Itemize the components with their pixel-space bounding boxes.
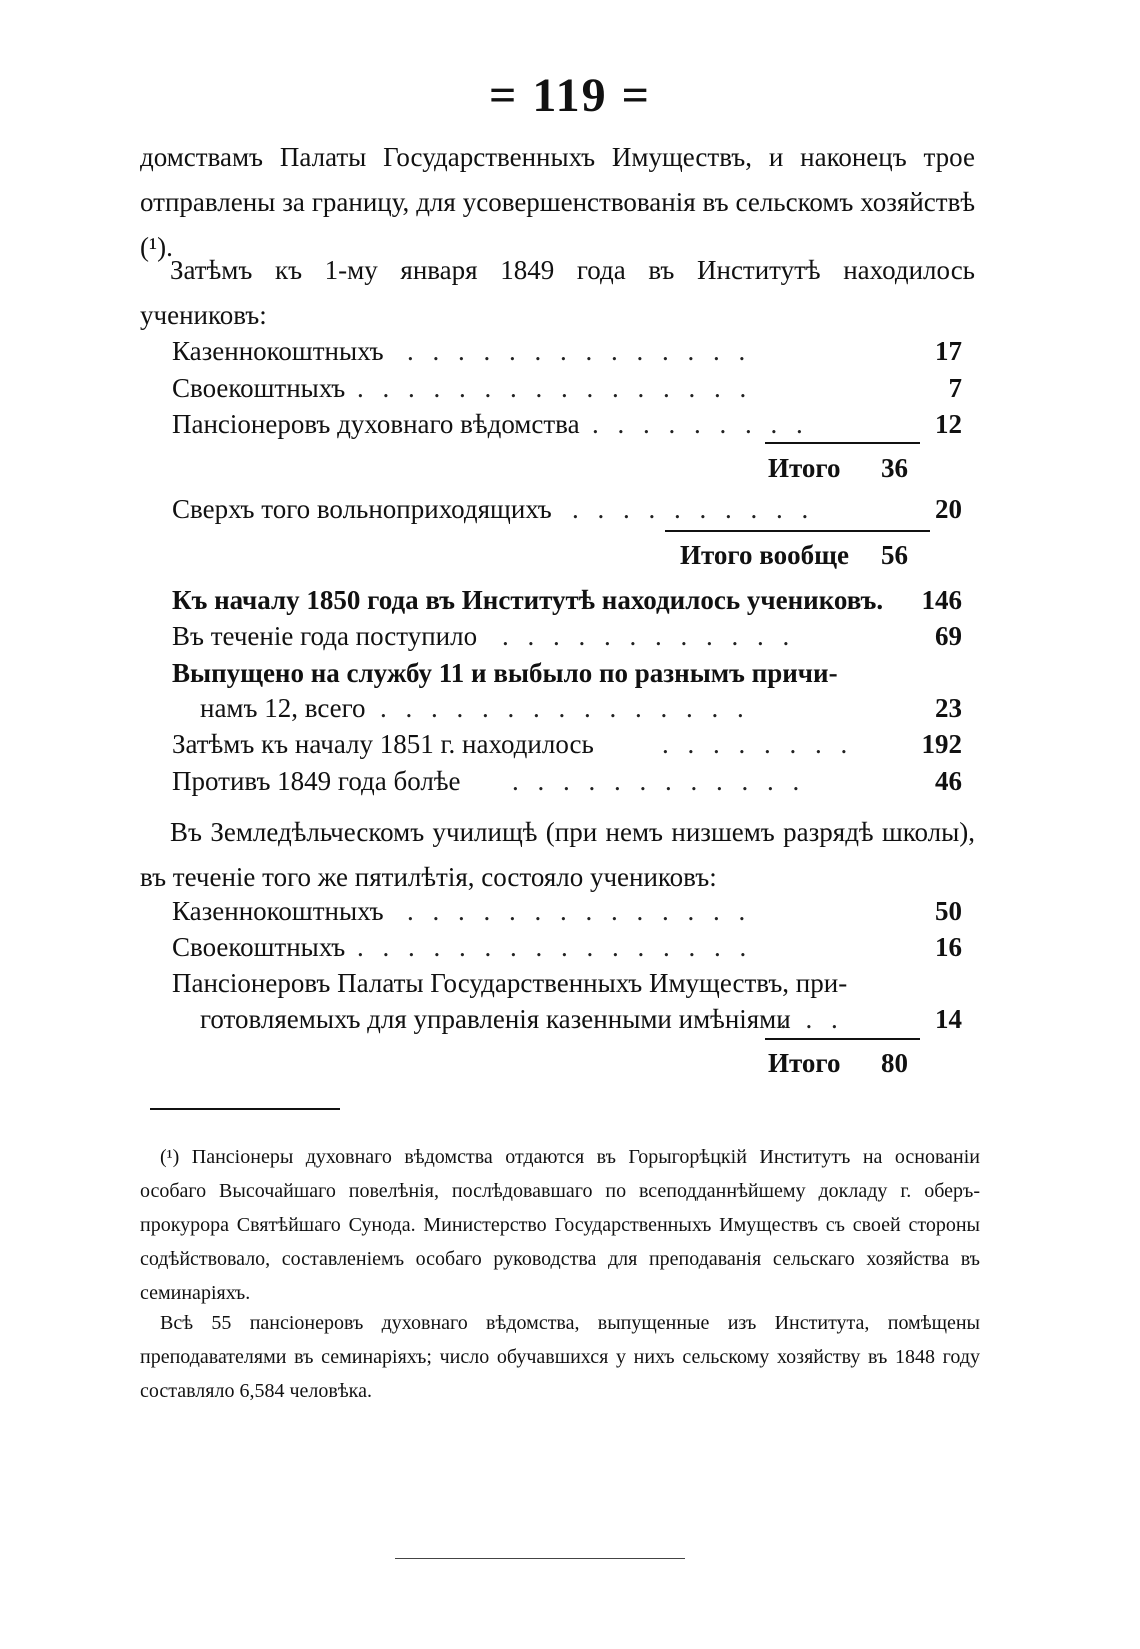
leader-dots: . . . . . . . . bbox=[662, 729, 854, 759]
row-postupilo bbox=[172, 621, 962, 661]
row-vypushcheno bbox=[172, 658, 962, 698]
row-label: готовляемыхъ для управленія казенными имѣніями bbox=[200, 1004, 791, 1034]
leader-dots: . . . . . . . . . . bbox=[572, 494, 815, 524]
heading-zemledelcheskoe: Въ Земледѣльческомъ училищѣ (при немъ низшемъ разрядѣ школы), въ теченіе того же пятилѣтія, состояло учениковъ: bbox=[140, 817, 975, 892]
row-1850-start bbox=[172, 585, 962, 625]
row-value: 17 bbox=[935, 336, 962, 366]
leader-dots: . . . . . . . . . . . . bbox=[502, 621, 796, 651]
sum-rule bbox=[765, 1038, 920, 1040]
row-value: 7 bbox=[948, 373, 962, 403]
row-label: Сверхъ того вольноприходящихъ bbox=[172, 494, 552, 524]
leader-dots: . . . bbox=[780, 1004, 844, 1034]
row-svoekoshtnykh-1849 bbox=[172, 373, 962, 413]
sum-rule bbox=[765, 442, 920, 444]
total-label: Итого bbox=[768, 1048, 841, 1078]
row-label: Пансіонеровъ духовнаго вѣдомства bbox=[172, 409, 580, 439]
row-pansionerov-palaty bbox=[172, 968, 962, 1008]
row-label: Пансіонеровъ Палаты Государственныхъ Имуществъ, при- bbox=[172, 968, 848, 998]
row-value: 20 bbox=[935, 494, 962, 524]
leader-dots: . . . . . . . . . . . . . . bbox=[407, 896, 752, 926]
row-label: Казеннокоштныхъ bbox=[172, 336, 384, 366]
leader-dots: . . . . . . . . . . . . bbox=[512, 766, 806, 796]
row-value: 69 bbox=[935, 621, 962, 651]
row-label: Затѣмъ къ началу 1851 г. находилось bbox=[172, 729, 594, 759]
row-label: намъ 12, всего bbox=[200, 693, 366, 723]
row-svoekoshtnykh-uchilishche bbox=[172, 932, 962, 972]
heading-1849: Затѣмъ къ 1-му января 1849 года въ Институтѣ находилось учениковъ: bbox=[140, 255, 975, 330]
total-value: 80 bbox=[881, 1048, 908, 1078]
row-volnoprikhodyashchikh bbox=[172, 494, 962, 534]
row-kazennokoshtnykh-uchilishche bbox=[172, 896, 962, 936]
row-value: 12 bbox=[935, 409, 962, 439]
row-label: Своекоштныхъ bbox=[172, 932, 346, 962]
row-label: Выпущено на службу 11 и выбыло по разнымъ причи- bbox=[172, 658, 838, 688]
row-label: Противъ 1849 года болѣе bbox=[172, 766, 461, 796]
bottom-rule bbox=[395, 1558, 685, 1559]
leader-dots: . . . . . . . . . bbox=[592, 409, 809, 439]
grand-total-label: Итого вообще bbox=[680, 540, 849, 570]
page-number: = 119 = bbox=[488, 69, 652, 122]
row-value: 146 bbox=[921, 585, 962, 615]
row-value: 16 bbox=[935, 932, 962, 962]
grand-total-value: 56 bbox=[881, 540, 908, 570]
leader-dots: . . . . . . . . . . . . . . . . bbox=[357, 373, 753, 403]
sum-rule bbox=[665, 530, 930, 532]
row-label: Казеннокоштныхъ bbox=[172, 896, 384, 926]
row-label: Къ началу 1850 года въ Институтѣ находилось учениковъ. bbox=[172, 585, 884, 615]
leader-dots: . . . . . . . . . . . . . . . . bbox=[357, 932, 753, 962]
row-protiv-1849 bbox=[172, 766, 962, 806]
row-label: Своекоштныхъ bbox=[172, 373, 346, 403]
row-kazennokoshtnykh-1849 bbox=[172, 336, 962, 376]
leader-dots: . . . . . . . . . . . . . . . bbox=[380, 693, 750, 723]
row-vsego bbox=[200, 693, 962, 733]
row-label: Въ теченіе года поступило bbox=[172, 621, 478, 651]
footnote-1: (¹) Пансіонеры духовнаго вѣдомства отдаются въ Горыгорѣцкій Институтъ на основаніи особаго Высочайшаго повелѣнія, послѣдовавшаго по всеподданнѣйшему докладу г. оберъ-прокурора Святѣйшаго Сунода. Министерство Государственныхъ Имуществъ съ своей стороны содѣйствовало, составленіемъ особаго руководства для преподаванія сельскаго хозяйства въ семинаріяхъ. bbox=[140, 1146, 980, 1304]
row-value: 46 bbox=[935, 766, 962, 796]
intro-paragraph: домствамъ Палаты Государственныхъ Имуществъ, и наконецъ трое отправлены за границу, для усовершенствованія въ сельскомъ хозяйствѣ (¹). bbox=[140, 142, 975, 262]
footnote-rule bbox=[150, 1108, 340, 1110]
row-value: 50 bbox=[935, 896, 962, 926]
row-value: 192 bbox=[921, 729, 962, 759]
leader-dots: . . . . . . . . . . . . . . bbox=[407, 336, 752, 366]
row-value: 23 bbox=[935, 693, 962, 723]
total-value: 36 bbox=[881, 453, 908, 483]
row-1851-start bbox=[172, 729, 962, 769]
total-label: Итого bbox=[768, 453, 841, 483]
footnote-2: Всѣ 55 пансіонеровъ духовнаго вѣдомства, выпущенные изъ Института, помѣщены преподавателями въ семинаріяхъ; число обучавшихся у нихъ сельскому хозяйству въ 1848 году составляло 6,584 человѣка. bbox=[140, 1312, 980, 1402]
row-value: 14 bbox=[935, 1004, 962, 1034]
